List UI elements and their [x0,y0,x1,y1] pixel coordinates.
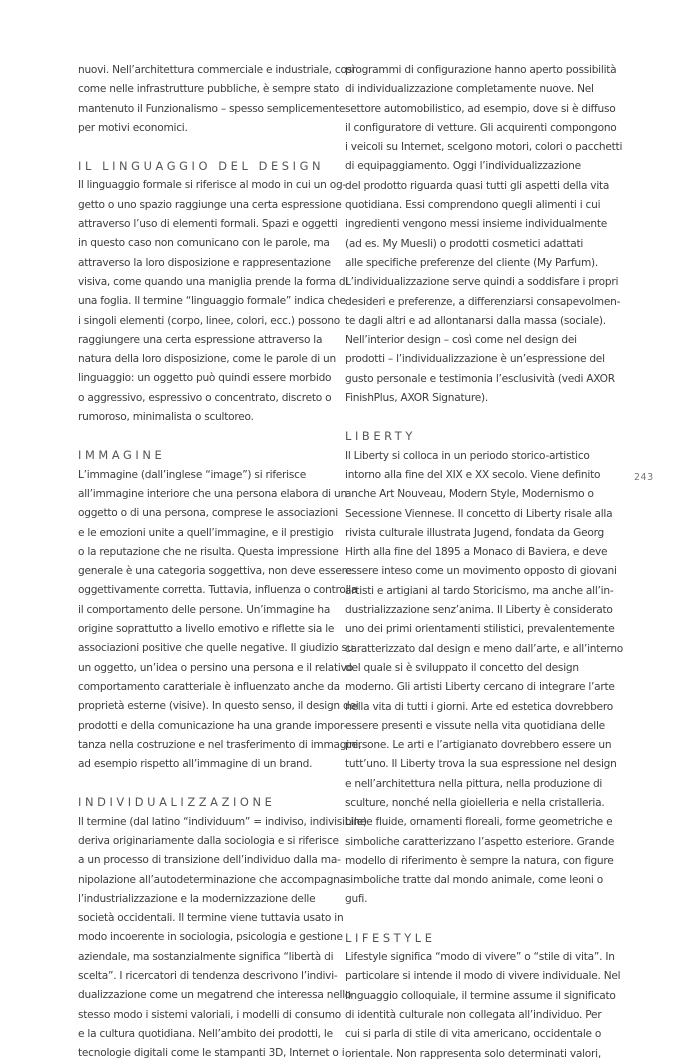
text-line: Hirth alla fine del 1895 a Monaco di Baviera, e deve [345,546,608,559]
text-line: orientale. Non rappresenta solo determinati valori, [345,1047,601,1060]
text-line: quotidiana. Essi comprendono quegli alimenti i cui [345,199,601,212]
text-line: stesso modo i sistemi valoriali, i modelli di consumo [78,1008,342,1021]
text-line: di identità culturale non collegata all’individuo. Per [345,1008,602,1021]
text-line: prodotti – l’individualizzazione è un’espressione del [345,353,605,366]
text-line: e la cultura quotidiana. Nell’ambito dei prodotti, le [78,1027,333,1040]
text-line: Secessione Viennese. Il concetto di Liberty risale alla [345,507,613,520]
text-line: e le emozioni unite a quell’immagine, e il prestigio [78,526,334,539]
section-linguaggio-del-design [78,157,349,427]
text-line: scelta”. I ricercatori di tendenza descrivono l’indivi- [78,970,338,983]
text-line: rivista culturale illustrata Jugend, fondata da Georg [345,526,604,539]
section-liberty [345,427,624,909]
text-line: Nell’interior design – così come nel design dei [345,334,577,347]
text-line: nipolazione all’autodeterminazione che accompagna [78,873,346,886]
section-lifestyle [345,929,621,1064]
text-line: o la reputazione che ne risulta. Questa impressione [78,545,339,558]
text-line: rumoroso, minimalista o scultoreo. [78,411,254,424]
text-line: Linee fluide, ornamenti floreali, forme geometriche e [345,816,613,829]
section-body [345,948,621,1064]
text-line: tecnologie digitali come le stampanti 3D, Internet o i [78,1047,345,1060]
intro-paragraph [345,61,623,408]
text-line: gufi. [345,893,368,906]
text-line: deriva originariamente dalla sociologia e si riferisce [78,834,339,847]
section-body [78,466,362,775]
text-line: dustrializzazione senz’anima. Il Liberty è considerato [345,604,613,617]
text-line: te dagli altri e ad allontanarsi dalla massa (sociale). [345,314,606,327]
text-line: ingredienti vengono messi insieme individualmente [345,218,608,231]
text-line: particolare si intende il modo di vivere individuale. Nel [345,970,621,983]
text-line: linguaggio: un oggetto può quindi essere morbido [78,372,332,385]
section-body [78,176,349,427]
text-line: uno dei primi orientamenti stilistici, prevalentemente [345,623,615,636]
text-line: persone. Le arti e l’artigianato dovrebbero essere un [345,739,612,752]
text-line: L’individualizzazione serve quindi a soddisfare i propri [345,276,619,289]
text-line: prodotti e della comunicazione ha una grande impor- [78,719,347,732]
page-number: 243 [634,472,654,483]
text-line: essere inteso come un movimento opposto di giovani [345,565,617,578]
text-line: oggetto o di una persona, comprese le associazioni [78,507,338,520]
text-line: Il termine (dal latino “individuum” = indiviso, indivisibile) [78,815,367,828]
text-line: di individualizzazione completamente nuove. Nel [345,83,594,96]
text-line: cui si parla di stile di vita americano, occidentale o [345,1028,602,1041]
text-line: visiva, come quando una maniglia prende la forma di [78,275,349,288]
text-line: una foglia. Il termine “linguaggio formale” indica che [78,295,346,308]
text-line: proprietà esterne (visive). In questo senso, il design dei [78,700,359,713]
text-line: modo incoerente in sociologia, psicologia e gestione [78,931,343,944]
text-line: programmi di configurazione hanno aperto possibilità [345,64,617,76]
text-line: gusto personale e testimonia l’esclusività (vedi AXOR [345,372,615,385]
section-heading: LIFESTYLE [345,930,436,945]
right-column [345,61,624,1064]
text-line: nella vita di tutti i giorni. Arte ed estetica dovrebbero [345,700,613,713]
text-line: all’immagine interiore che una persona elabora di un [78,487,347,500]
intro-paragraph [78,61,355,138]
section-heading: IMMAGINE [78,448,166,463]
text-line: del quale si è sviluppato il concetto del design [345,661,579,674]
text-line: oggettivamente corretta. Tuttavia, influenza o controlla [78,584,358,597]
text-line: tanza nella costruzione e nel trasferimento di immagini, [78,738,362,751]
text-line: comportamento caratteriale è influenzato anche da [78,680,340,693]
text-line: FinishPlus, AXOR Signature). [345,392,488,405]
text-line: artisti e artigiani al tardo Storicismo, ma anche all’in- [345,584,614,597]
text-line: i veicoli su Internet, scelgono motori, colori o pacchetti [345,141,623,154]
text-line: di equipaggiamento. Oggi l’individualizzazione [345,160,581,173]
text-line: associazioni positive che quelle negative. Il giudizio su [78,642,354,655]
text-line: simboliche tratte dal mondo animale, come leoni o [345,874,603,887]
text-line: Il Liberty si colloca in un periodo storico-artistico [345,449,590,462]
text-line: origine soprattutto a livello emotivo e riflette sia le [78,623,335,636]
text-line: attraverso l’uso di elementi formali. Spazi e oggetti [78,218,338,231]
text-line: il configuratore di vetture. Gli acquirenti compongono [345,121,617,134]
text-line: del prodotto riguarda quasi tutti gli aspetti della vita [345,179,610,192]
text-line: generale è una categoria soggettiva, non deve essere [78,565,352,578]
section-heading: INDIVIDUALIZZAZIONE [78,795,276,810]
section-immagine [78,446,362,774]
text-line: il comportamento delle persone. Un’immagine ha [78,603,331,616]
text-line: natura della loro disposizione, come le parole di un [78,353,336,366]
text-line: getto o uno spazio raggiunge una certa espressione [78,198,342,211]
text-line: mantenuto il Funzionalismo – spesso semplicemente [78,102,346,115]
text-line: Lifestyle significa “modo di vivere” o “stile di vita”. In [345,951,615,964]
text-line: a un processo di transizione dell’individuo dalla ma- [78,854,341,867]
text-line: anche Art Nouveau, Modern Style, Modernismo o [345,488,594,501]
text-line: come nelle infrastrutture pubbliche, è sempre stato [78,83,340,96]
text-line: intorno alla fine del XIX e XX secolo. Viene definito [345,468,601,481]
text-line: (ad es. My Muesli) o prodotti cosmetici adattati [345,237,584,250]
text-line: tutt’uno. Il Liberty trova la sua espressione nel design [345,758,617,771]
text-line: Il linguaggio formale si riferisce al modo in cui un og- [78,179,347,192]
text-line: attraverso la loro disposizione e rappresentazione [78,256,331,269]
section-heading: IL LINGUAGGIO DEL DESIGN [78,159,325,174]
text-line: nuovi. Nell’architettura commerciale e industriale, così [78,64,355,76]
text-line: in questo caso non comunicano con le parole, ma [78,237,330,250]
text-line: un oggetto, un’idea o persino una persona e il relativo [78,661,353,674]
text-line: aziendale, ma sostanzialmente significa “libertà di [78,950,334,963]
text-line: simboliche caratterizzano l’aspetto esteriore. Grande [345,835,615,848]
text-line: caratterizzato dal design e meno dall’arte, e all’interno [345,642,624,655]
text-line: linguaggio colloquiale, il termine assume il significato [345,989,616,1002]
text-line: L’immagine (dall’inglese “image”) si riferisce [78,468,306,481]
section-heading: LIBERTY [345,429,416,444]
text-line: raggiungere una certa espressione attraverso la [78,333,323,346]
text-line: modello di riferimento è sempre la natura, con figure [345,854,614,867]
text-line: sculture, nonché nella gioielleria e nella cristalleria. [345,796,605,809]
text-line: l’industrializzazione e la modernizzazione delle [78,892,316,905]
text-line: desideri e preferenze, a differenziarsi consapevolmen- [345,295,621,308]
text-line: dualizzazione come un megatrend che interessa nello [78,989,352,1002]
text-line: ad esempio rispetto all’immagine di un brand. [78,758,313,771]
text-line: per motivi economici. [78,121,188,134]
text-line: i singoli elementi (corpo, linee, colori, ecc.) possono [78,314,341,327]
text-line: essere presenti e vissute nella vita quotidiana delle [345,719,605,732]
text-line: moderno. Gli artisti Liberty cercano di integrare l’arte [345,681,615,694]
text-line: o aggressivo, espressivo o concentrato, discreto o [78,391,332,404]
text-line: società occidentali. Il termine viene tuttavia usato in [78,912,344,925]
text-line: e nell’architettura nella pittura, nella produzione di [345,777,603,790]
text-line: alle specifiche preferenze del cliente (My Parfum). [345,256,599,269]
section-body [345,447,624,910]
text-line: settore automobilistico, ad esempio, dove si è diffuso [345,102,616,115]
